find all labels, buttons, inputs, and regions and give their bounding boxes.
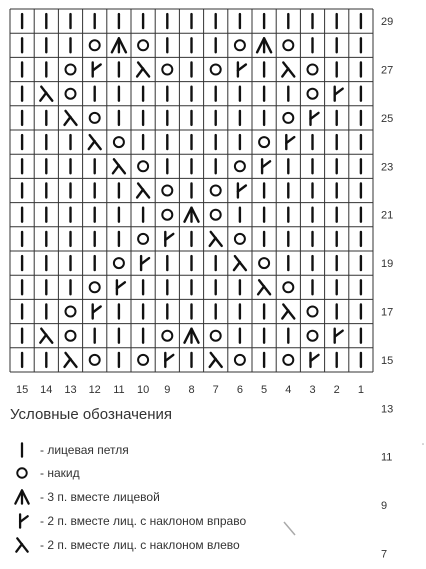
- column-label: 10: [136, 384, 150, 396]
- chart-cell: [308, 307, 318, 317]
- legend-item-yarn-over: [12, 463, 80, 483]
- chart-cell: [211, 65, 221, 75]
- chart-cell: [311, 353, 319, 367]
- chart-cell: [308, 65, 318, 75]
- chart-cell: [113, 159, 125, 173]
- chart-cell: [258, 280, 270, 294]
- chart-cell: [90, 355, 100, 365]
- chart-cell: [137, 63, 149, 77]
- chart-cell: [311, 111, 319, 125]
- column-label: 4: [285, 384, 292, 396]
- row-label: 29: [381, 16, 394, 29]
- chart-cell: [308, 331, 318, 341]
- chart-cell: [238, 63, 246, 77]
- chart-cell: [117, 280, 125, 294]
- chart-cell: [308, 89, 318, 99]
- chart-cell: [114, 137, 124, 147]
- chart-cell: [262, 159, 270, 173]
- k2tog-left-icon: [12, 535, 32, 555]
- chart-cell: [185, 329, 199, 343]
- column-label: 11: [113, 384, 125, 396]
- chart-cell: [138, 40, 148, 50]
- chart-cell: [112, 38, 126, 52]
- column-label: 7: [212, 384, 219, 396]
- chart-cell: [162, 331, 172, 341]
- chart-cell: [257, 38, 271, 52]
- chart-cell: [65, 353, 77, 367]
- chart-cell: [138, 234, 148, 244]
- legend-label: - 2 п. вместе лиц. с наклоном вправо: [40, 514, 247, 528]
- legend-title: Условные обозначения: [10, 406, 173, 423]
- column-label: 9: [164, 384, 171, 396]
- chart-cell: [162, 210, 172, 220]
- three-together-icon: [12, 487, 32, 507]
- row-label: 27: [381, 64, 394, 77]
- column-label: 15: [15, 384, 29, 396]
- legend-label: - 2 п. вместе лиц. с наклоном влево: [40, 538, 240, 552]
- chart-cell: [234, 256, 246, 270]
- chart-cell: [138, 355, 148, 365]
- column-label: 12: [88, 384, 101, 396]
- chart-cell: [114, 258, 124, 268]
- column-label: 8: [188, 384, 195, 396]
- chart-cell: [40, 87, 52, 101]
- chart-cell: [162, 186, 172, 196]
- legend-label: - 3 п. вместе лицевой: [40, 490, 160, 504]
- knit-stitch-icon: [12, 440, 32, 460]
- row-label: 19: [381, 258, 394, 271]
- column-label: 2: [333, 384, 340, 396]
- chart-cell: [90, 40, 100, 50]
- stray-dot-mark: [421, 442, 425, 446]
- chart-cell: [93, 63, 101, 77]
- chart-cell: [335, 87, 343, 101]
- chart-cell: [282, 305, 294, 319]
- chart-cell: [89, 135, 101, 149]
- row-label: 7: [381, 548, 388, 561]
- chart-cell: [90, 282, 100, 292]
- chart-cell: [235, 234, 245, 244]
- chart-cell: [93, 305, 101, 319]
- chart-cell: [66, 89, 76, 99]
- chart-cell: [283, 355, 293, 365]
- k2tog-right-icon: [12, 511, 32, 531]
- row-label: 11: [381, 451, 393, 464]
- column-label: 13: [64, 384, 77, 396]
- legend-item-knit: [12, 440, 129, 460]
- chart-cell: [165, 353, 173, 367]
- legend-item-k2tog-right: [12, 511, 246, 531]
- column-label: 6: [236, 384, 243, 396]
- chart-cell: [238, 184, 246, 198]
- chart-cell: [235, 40, 245, 50]
- legend-item-k2tog-left: [12, 535, 240, 555]
- chart-cell: [66, 65, 76, 75]
- chart-cell: [283, 282, 293, 292]
- stray-line-mark: [282, 520, 298, 538]
- row-label: 21: [381, 209, 394, 222]
- row-label: 23: [381, 161, 394, 174]
- chart-cell: [235, 355, 245, 365]
- column-label: 5: [261, 384, 268, 396]
- chart-cell: [259, 137, 269, 147]
- chart-cell: [90, 113, 100, 123]
- chart-cell: [283, 40, 293, 50]
- legend-label: - накид: [40, 466, 80, 480]
- chart-cell: [185, 208, 199, 222]
- chart-cell: [235, 161, 245, 171]
- row-label: 25: [381, 112, 394, 125]
- column-label: 1: [357, 384, 364, 396]
- chart-cell: [335, 329, 343, 343]
- row-label: 13: [381, 403, 394, 416]
- row-label: 17: [381, 306, 394, 319]
- chart-cell: [211, 186, 221, 196]
- chart-cell: [162, 65, 172, 75]
- chart-cell: [137, 184, 149, 198]
- row-label: 15: [381, 354, 394, 367]
- chart-cell: [138, 161, 148, 171]
- chart-cell: [211, 210, 221, 220]
- chart-cell: [165, 232, 173, 246]
- chart-cell: [259, 258, 269, 268]
- legend-label: - лицевая петля: [40, 443, 129, 457]
- yarn-over-icon: [12, 463, 32, 483]
- column-label: 3: [309, 384, 316, 396]
- chart-cell: [211, 331, 221, 341]
- legend-item-three-together: [12, 487, 160, 507]
- chart-cell: [40, 329, 52, 343]
- column-label: 14: [40, 384, 53, 396]
- chart-cell: [66, 307, 76, 317]
- chart-cell: [282, 63, 294, 77]
- chart-cell: [286, 135, 294, 149]
- chart-cell: [210, 353, 222, 367]
- chart-cell: [141, 256, 149, 270]
- chart-cell: [66, 331, 76, 341]
- chart-cell: [283, 113, 293, 123]
- chart-cell: [65, 111, 77, 125]
- row-label: 9: [381, 500, 388, 513]
- chart-cell: [210, 232, 222, 246]
